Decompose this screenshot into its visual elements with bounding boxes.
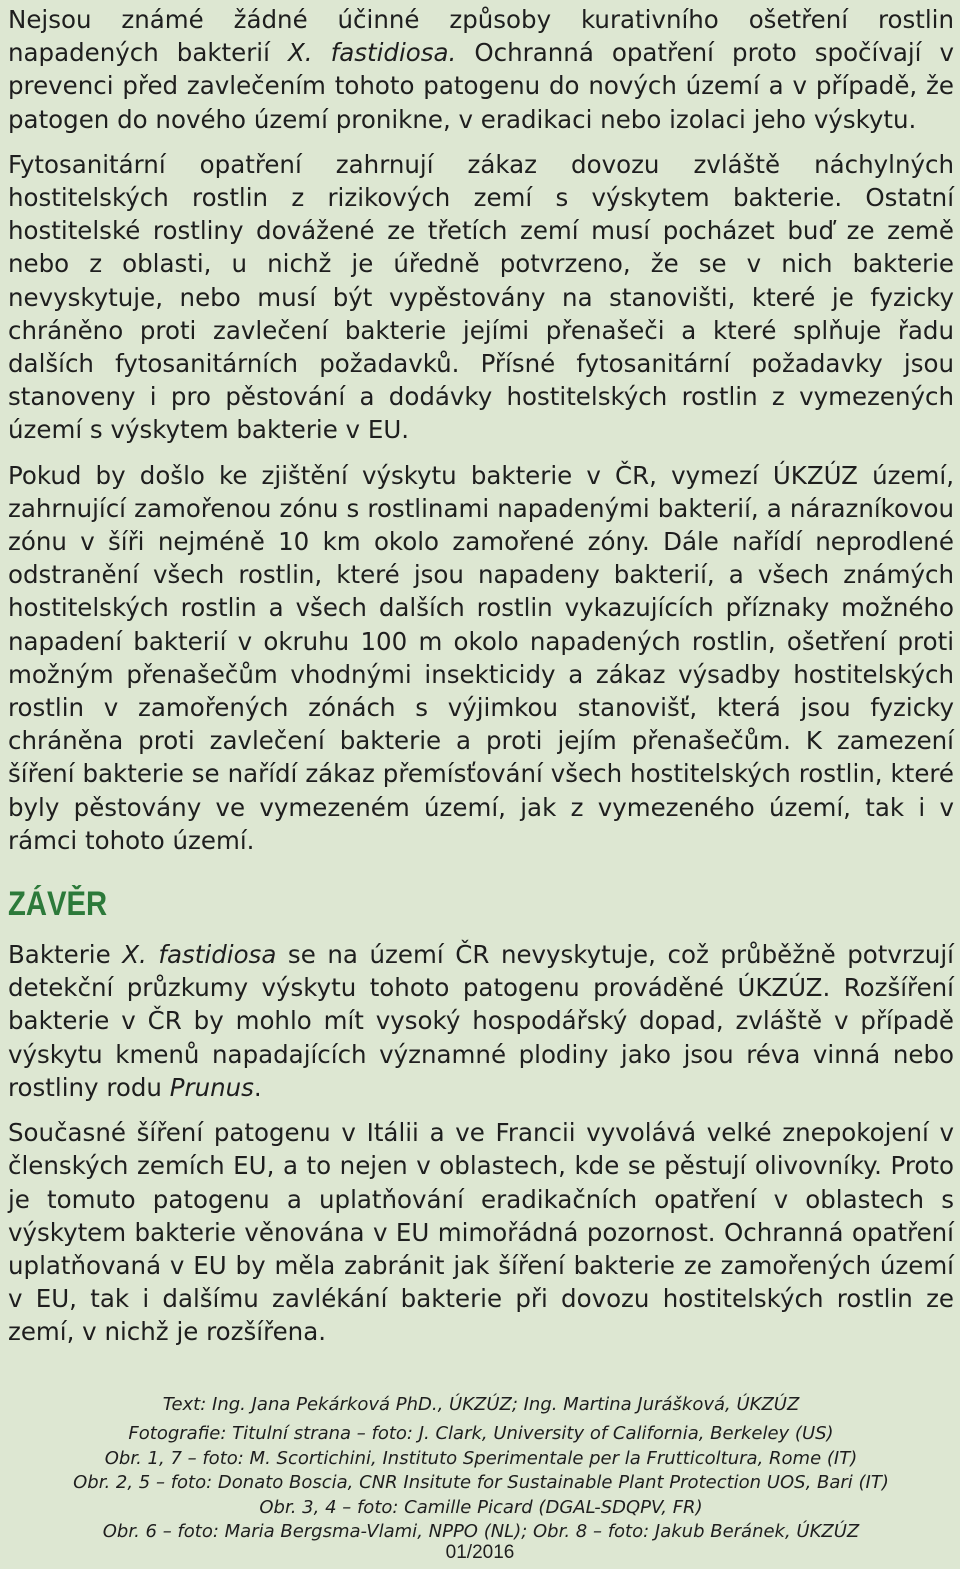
photo-credit-line: Obr. 2, 5 – foto: Donato Boscia, CNR Insitute for Sustainable Plant Protection UOS, Bari (IT): [73, 1472, 889, 1494]
issue-number: 01/2016: [445, 1542, 515, 1563]
paragraph-text: se na území ČR nevyskytuje, což průběžně potvrzují detekční průzkumy výskytu tohoto patogenu prováděné ÚKZÚZ. Rozšíření bakterie v ČR by mohlo mít vysoký hospodářský dopad, zvláště v případě výskytu kmenů napadajících významné plodiny jako jsou réva vinná nebo rostliny rodu: [8, 940, 954, 1102]
paragraph-text: .: [253, 1072, 262, 1102]
paragraph-phytosanitary: Fytosanitární opatření zahrnují zákaz dovozu zvláště náchylných hostitelských rostlin z rizikových zemí s výskytem bakterie. Ostatní hostitelské rostliny dovážené ze třetích zemí musí pocházet buď ze země nebo z oblasti, u nichž je úředně potvrzeno, že se v nich bakterie nevyskytuje, nebo musí být vypěstovány na stanovišti, které je fyzicky chráněno proti zavlečení bakterie jejími přenašeči a které splňuje řadu dalších fytosanitárních požadavků. Přísné fytosanitární požadavky jsou stanoveny i pro pěstování a dodávky hostitelských rostlin z vymezených území s výskytem bakterie v EU.: [8, 149, 954, 445]
text-credit: Text: Ing. Jana Pekárková PhD., ÚKZÚZ; Ing. Martina Jurášková, ÚKZÚZ: [162, 1393, 800, 1415]
paragraph-conclusion-1: [8, 938, 954, 1104]
paragraph-treatment: [8, 3, 954, 136]
section-heading-conclusion: ZÁVĚR: [8, 885, 108, 924]
photo-credit-line: Fotografie: Titulní strana – foto: J. Clark, University of California, Berkeley (US): [128, 1423, 834, 1445]
photo-credit-line: Obr. 6 – foto: Maria Bergsma-Vlami, NPPO (NL); Obr. 8 – foto: Jakub Beránek, ÚKZÚZ: [102, 1521, 860, 1543]
credits-block: [8, 1393, 954, 1546]
paragraph-text: Nejsou známé žádné účinné způsoby kurativního ošetření rostlin napadených bakterií: [8, 5, 954, 68]
species-name: X. fastidiosa.: [287, 38, 457, 68]
species-name: X. fastidiosa: [122, 940, 277, 970]
document-page: [8, 3, 954, 1545]
paragraph-text: Ochranná opatření proto spočívají v prevenci před zavlečením tohoto patogenu do nových území a v případě, že patogen do nového území pronikne, v eradikaci nebo izolaci jeho výskytu.: [8, 38, 955, 134]
photo-credit-line: Obr. 3, 4 – foto: Camille Picard (DGAL-SDQPV, FR): [259, 1496, 703, 1518]
paragraph-conclusion-2: Současné šíření patogenu v Itálii a ve Francii vyvolává velké znepokojení v členských zemích EU, a to nejen v oblastech, kde se pěstují olivovníky. Proto je tomuto patogenu a uplatňování eradikačních opatření v oblastech s výskytem bakterie věnována v EU mimořádná pozornost. Ochranná opatření uplatňovaná v EU by měla zabránit jak šíření bakterie ze zamořených území v EU, tak i dalšímu zavlékání bakterie při dovozu hostitelských rostlin ze zemí, v nichž je rozšířena.: [8, 1118, 954, 1347]
paragraph-text: Bakterie: [8, 940, 123, 970]
photo-credit-line: Obr. 1, 7 – foto: M. Scortichini, Instituto Sperimentale per la Frutticoltura, Rome (IT): [104, 1447, 858, 1469]
genus-name: Prunus: [169, 1072, 254, 1102]
paragraph-outbreak-measures: Pokud by došlo ke zjištění výskytu bakterie v ČR, vymezí ÚKZÚZ území, zahrnující zamořenou zónu s rostlinami napadenými bakterií, a nárazníkovou zónu v šíři nejméně 10 km okolo zamořené zóny. Dále nařídí neprodlené odstranění všech rostlin, které jsou napadeny bakterií, a všech známých hostitelských rostlin a všech dalších rostlin vykazujících příznaky možného napadení bakterií v okruhu 100 m okolo napadených rostlin, ošetření proti možným přenašečům vhodnými insekticidy a zákaz výsadby hostitelských rostlin v zamořených zónách s výjimkou stanovišť, která jsou fyzicky chráněna proti zavlečení bakterie a proti jejím přenašečům. K zamezení šíření bakterie se nařídí zákaz přemísťování všech hostitelských rostlin, které byly pěstovány ve vymezeném území, jak z vymezeného území, tak i v rámci tohoto území.: [8, 460, 954, 855]
